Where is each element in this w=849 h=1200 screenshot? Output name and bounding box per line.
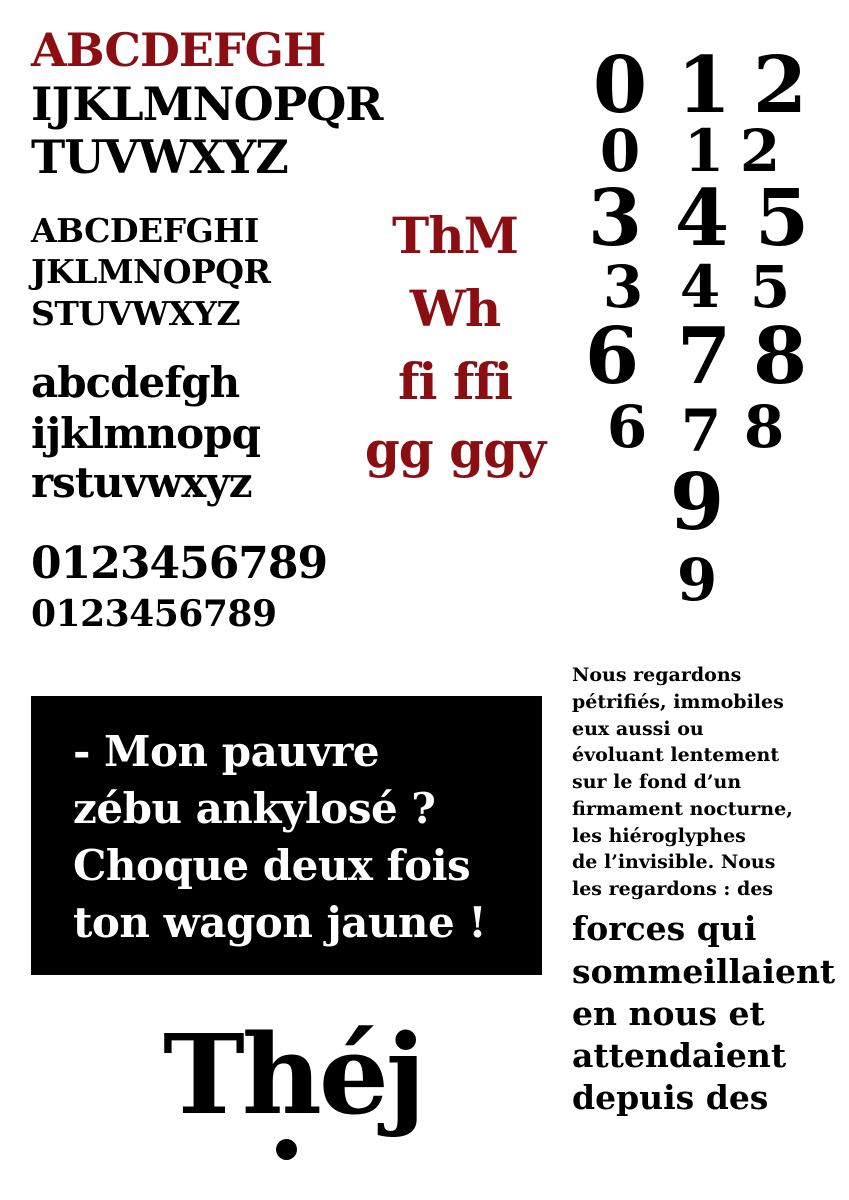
quote-line-2: zébu ankylosé ? (73, 784, 436, 833)
body-large-line-2: sommeillaient (572, 952, 836, 991)
caps-small-line-1: ABCDEFGHI (31, 211, 259, 250)
digits-line-2: 0123456789 (31, 593, 277, 635)
numeral-6-large: 6 (584, 311, 640, 402)
numeral-5-small: 5 (749, 253, 791, 321)
body-large-line-1: forces qui (572, 909, 757, 948)
numeral-2-large: 2 (752, 40, 808, 131)
numeral-0-large: 0 (592, 40, 648, 131)
numeral-1-small: 1 (683, 117, 725, 185)
numeral-4-large: 4 (674, 173, 730, 264)
specimen-dot (276, 1139, 297, 1160)
caps-large-line-1: ABCDEFGH (31, 23, 326, 77)
quote-line-4: ton wagon jaune ! (73, 898, 487, 947)
numeral-7-small: 7 (680, 397, 722, 465)
caps-large-line-2: IJKLMNOPQR (31, 77, 383, 131)
body-small-line-5: sur le fond d’un (572, 771, 742, 793)
specimen-word: Théj (163, 1010, 423, 1139)
numeral-2-small: 2 (739, 117, 781, 185)
body-small-line-9: les regardons : des (572, 878, 774, 900)
ligature-wh: Wh (409, 279, 501, 338)
ligature-gg-ggy: gg ggy (364, 420, 546, 479)
numeral-8-large: 8 (752, 311, 808, 402)
caps-small-line-3: STUVWXYZ (31, 294, 241, 333)
numeral-7-large: 7 (676, 311, 732, 402)
quote-line-1: - Mon pauvre (73, 727, 380, 776)
numeral-5-large: 5 (754, 173, 810, 264)
quote-box (31, 696, 542, 975)
quote-line-3: Choque deux fois (73, 841, 471, 890)
body-small-line-4: évoluant lentement (572, 744, 780, 766)
body-small-line-2: pétrifiés, immobiles (572, 691, 784, 713)
digits-line-1: 0123456789 (31, 538, 328, 589)
body-small-line-8: de l’invisible. Nous (572, 851, 776, 873)
numeral-9-small: 9 (676, 546, 718, 614)
lowercase-line-2: ijklmnopq (31, 409, 260, 458)
ligature-fi-ffi: fi ffi (398, 352, 512, 411)
body-small-line-1: Nous regardons (572, 664, 742, 686)
numeral-3-small: 3 (602, 253, 644, 321)
body-large-line-4: attendaient (572, 1036, 787, 1075)
caps-large-line-3: TUVWXYZ (31, 130, 288, 184)
body-small-line-7: les hiéroglyphes (572, 825, 746, 847)
ligature-thm: ThM (392, 206, 518, 265)
body-large-line-3: en nous et (572, 994, 765, 1033)
lowercase-line-1: abcdefgh (31, 358, 240, 407)
numeral-1-large: 1 (676, 40, 732, 131)
numeral-8-small: 8 (743, 393, 785, 461)
body-small-line-3: eux aussi ou (572, 718, 704, 740)
caps-small-line-2: JKLMNOPQR (31, 252, 271, 291)
numeral-4-small: 4 (679, 253, 721, 321)
numeral-0-small: 0 (599, 117, 641, 185)
body-large-line-5: depuis des (572, 1078, 769, 1117)
numeral-9-large: 9 (669, 457, 725, 548)
numeral-6-small: 6 (606, 393, 648, 461)
numeral-3-large: 3 (587, 173, 643, 264)
body-small-line-6: firmament nocturne, (572, 798, 793, 820)
lowercase-line-3: rstuvwxyz (31, 458, 252, 507)
